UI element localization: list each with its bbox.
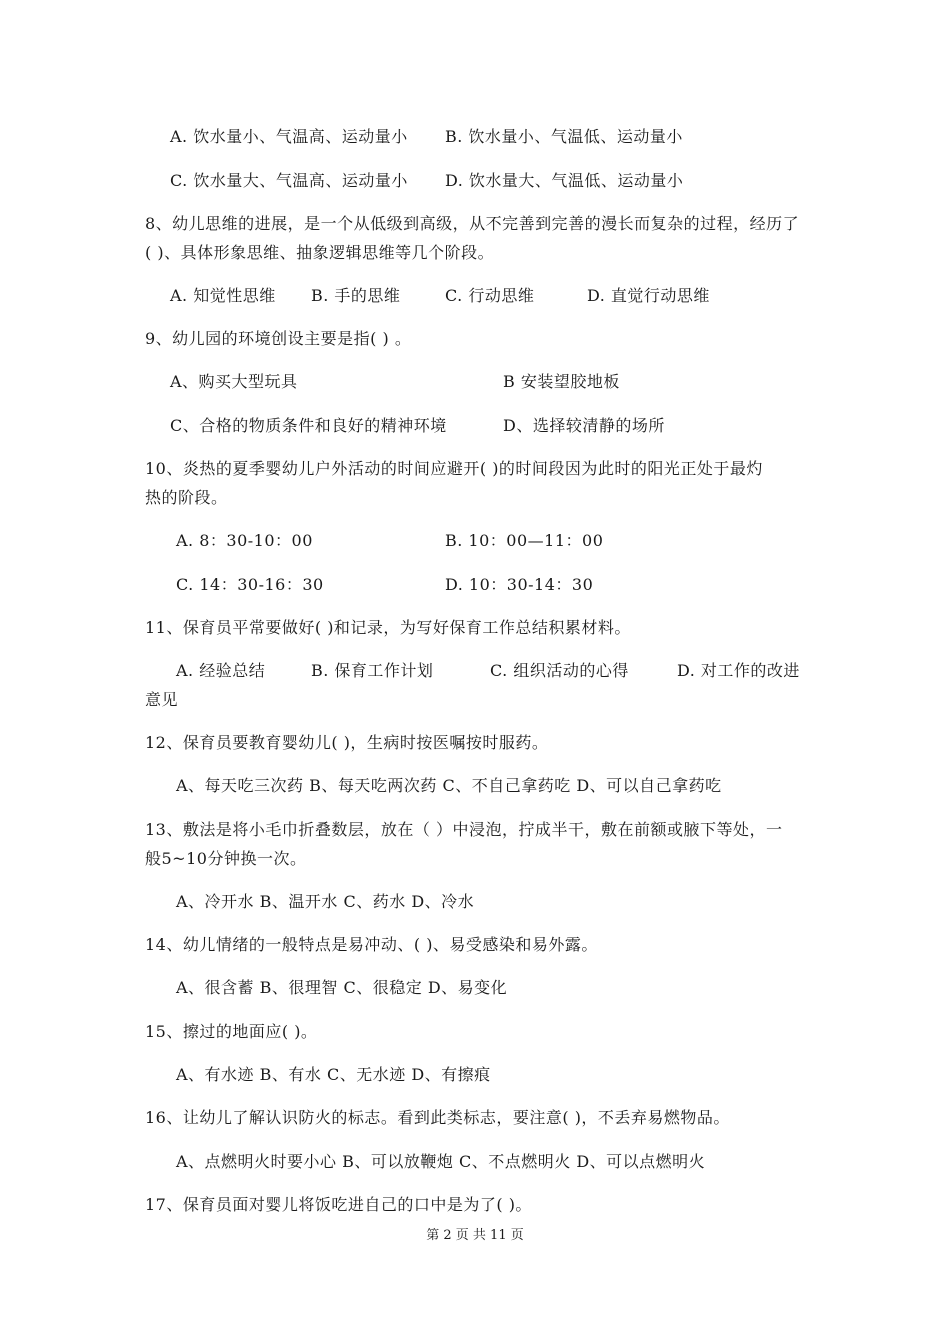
q8-option-a: A. 知觉性思维 [170,286,276,305]
q9-option-c: C、合格的物质条件和良好的精神环境 [170,416,447,435]
q11-question: 11、保育员平常要做好( )和记录，为写好保育工作总结积累材料。 [145,618,631,637]
q17-question: 17、保育员面对婴儿将饭吃进自己的口中是为了( )。 [145,1195,532,1214]
q13-question-line2: 般5~10分钟换一次。 [145,849,307,868]
q9-question: 9、幼儿园的环境创设主要是指( ) 。 [145,329,412,348]
q12-options: A、每天吃三次药 B、每天吃两次药 C、不自己拿药吃 D、可以自己拿药吃 [176,776,722,795]
q11-option-d: D. 对工作的改进 [677,661,800,680]
q10-option-c: C. 14：30-16：30 [176,575,324,594]
q10-option-b: B. 10：00—11：00 [445,531,604,550]
q9-option-d: D、选择较清静的场所 [503,416,665,435]
q10-option-a: A. 8：30-10：00 [176,531,313,550]
q7-option-a: A. 饮水量小、气温高、运动量小 [170,127,408,146]
q8-question-line2: ( )、具体形象思维、抽象逻辑思维等几个阶段。 [145,243,495,262]
q7-option-d: D. 饮水量大、气温低、运动量小 [445,171,684,190]
q10-question-line1: 10、炎热的夏季婴幼儿户外活动的时间应避开( )的时间段因为此时的阳光正处于最灼 [145,459,763,478]
q7-option-b: B. 饮水量小、气温低、运动量小 [445,127,683,146]
q15-question: 15、擦过的地面应( )。 [145,1022,318,1041]
q15-options: A、有水迹 B、有水 C、无水迹 D、有擦痕 [176,1065,491,1084]
q9-option-a: A、购买大型玩具 [170,372,298,391]
q10-option-d: D. 10：30-14：30 [445,575,594,594]
q8-option-d: D. 直觉行动思维 [587,286,710,305]
q7-option-c: C. 饮水量大、气温高、运动量小 [170,171,408,190]
page-number-footer: 第 2 页 共 11 页 [426,1228,524,1243]
q8-question-line1: 8、幼儿思维的进展，是一个从低级到高级，从不完善到完善的漫长而复杂的过程，经历了 [145,214,800,233]
q14-question: 14、幼儿情绪的一般特点是易冲动、( )、易受感染和易外露。 [145,935,598,954]
q9-option-b: B 安装望胶地板 [503,372,620,391]
q11-option-b: B. 保育工作计划 [311,661,434,680]
q16-options: A、点燃明火时要小心 B、可以放鞭炮 C、不点燃明火 D、可以点燃明火 [176,1152,706,1171]
q16-question: 16、让幼儿了解认识防火的标志。看到此类标志，要注意( )，不丢弃易燃物品。 [145,1108,730,1127]
q8-option-b: B. 手的思维 [311,286,401,305]
q11-option-c: C. 组织活动的心得 [490,661,629,680]
q11-option-d-wrap: 意见 [145,690,179,709]
q12-question: 12、保育员要教育婴幼儿( )，生病时按医嘱按时服药。 [145,733,549,752]
q14-options: A、很含蓄 B、很理智 C、很稳定 D、易变化 [176,978,508,997]
q11-option-a: A. 经验总结 [176,661,266,680]
q13-question-line1: 13、敷法是将小毛巾折叠数层，放在（ ）中浸泡，拧成半干，敷在前额或腋下等处，一 [145,820,783,839]
q10-question-line2: 热的阶段。 [145,488,228,507]
q13-options: A、冷开水 B、温开水 C、药水 D、冷水 [176,892,475,911]
q8-option-c: C. 行动思维 [445,286,535,305]
